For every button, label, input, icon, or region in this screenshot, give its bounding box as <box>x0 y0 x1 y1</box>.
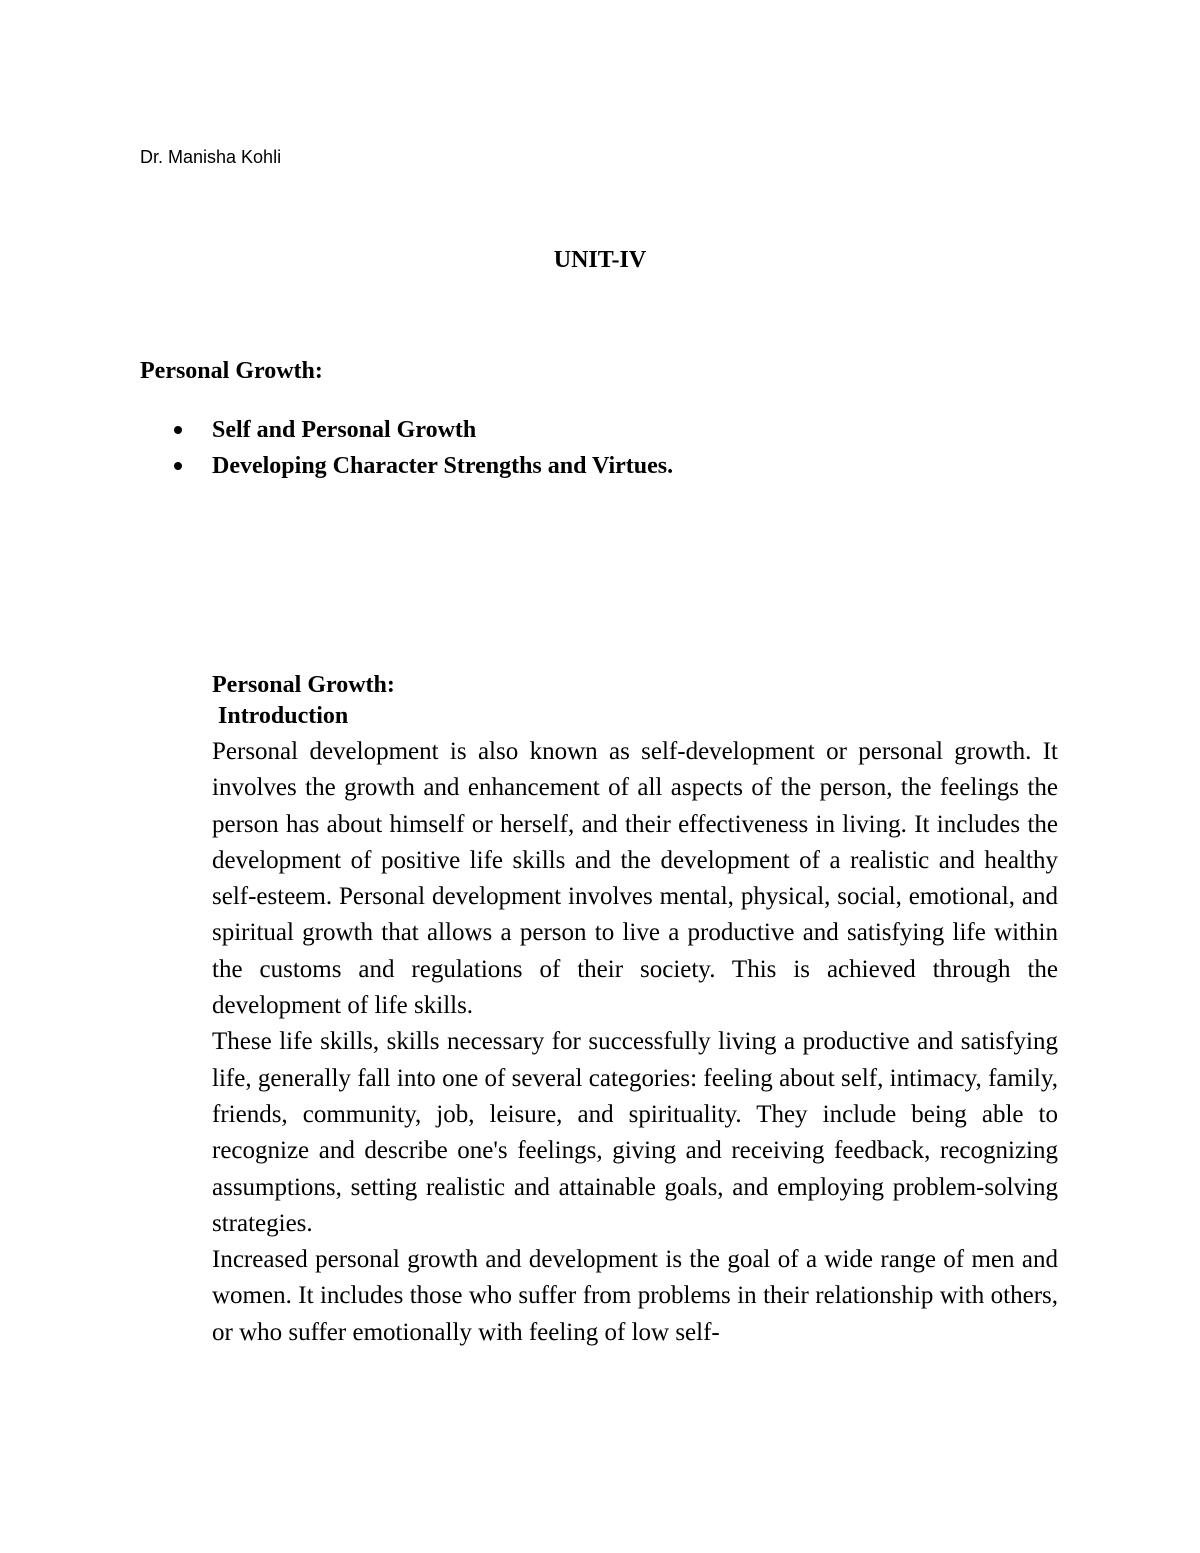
topic-list <box>140 412 673 484</box>
unit-title: UNIT-IV <box>553 247 647 273</box>
section-subheading: Introduction <box>218 703 349 729</box>
body-paragraph: Increased personal growth and development is the goal of a wide range of men and women. It includes those who suffer from problems in their relationship with others, or who suffer emotionally with feeling of low self- <box>212 1246 1058 1346</box>
body-paragraph: Personal development is also known as self-development or personal growth. It involves the growth and enhancement of all aspects of the person, the feelings the person has about himself or herself, and their effectiveness in living. It includes the development of positive life skills and the development of a realistic and healthy self-esteem. Personal development involves mental, physical, social, emotional, and spiritual growth that allows a person to live a productive and satisfying life within the customs and regulations of their society. This is achieved through the development of life skills. <box>212 738 1058 1020</box>
bullet-icon <box>174 426 182 434</box>
bullet-icon <box>174 462 182 470</box>
author-name: Dr. Manisha Kohli <box>140 147 282 167</box>
outline-heading: Personal Growth: <box>140 358 323 384</box>
section-heading: Personal Growth: <box>212 672 395 698</box>
topic-item <box>140 412 673 448</box>
body-paragraph: These life skills, skills necessary for successfully living a productive and satisfying life, generally fall into one of several categories: feeling about self, intimacy, family, friends, community, job, leisure, and spirituality. They include being able to recognize and describe one's feelings, giving and receiving feedback, recognizing assumptions, setting realistic and attainable goals, and employing problem-solving strategies. <box>212 1028 1058 1237</box>
topic-item-label: Developing Character Strengths and Virtues. <box>212 453 674 479</box>
topic-item-label: Self and Personal Growth <box>212 417 477 443</box>
intro-section <box>212 670 1058 1351</box>
topic-item <box>140 448 673 484</box>
